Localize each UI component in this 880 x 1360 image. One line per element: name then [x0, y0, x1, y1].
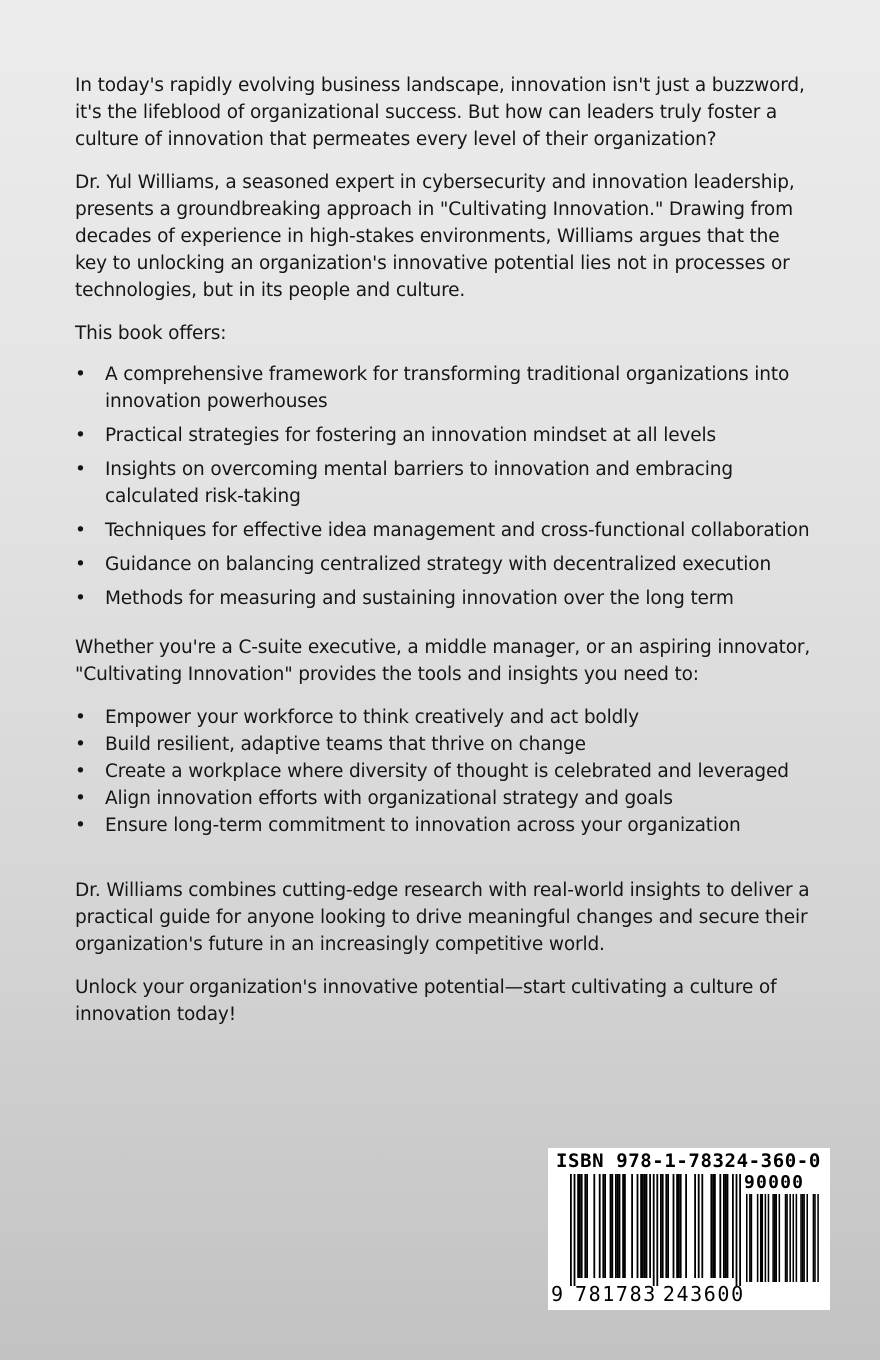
addon-bar [796, 1194, 798, 1282]
guard-bar [739, 1174, 741, 1286]
bullet-icon: • [75, 425, 86, 446]
ean-first-digit: 9 [551, 1282, 564, 1306]
barcode-bar [642, 1174, 644, 1278]
barcode-bar [637, 1174, 639, 1278]
barcode-bar [649, 1174, 651, 1278]
barcode-bar [584, 1174, 586, 1278]
barcode-bar [723, 1174, 725, 1278]
guard-bar [653, 1174, 655, 1286]
barcode-bar [676, 1174, 678, 1278]
author-paragraph: Dr. Yul Williams, a seasoned expert in cybersecurity and innovation leadership, presents a groundbreaking approach in "Cultivating Innovation." Drawing from decades of experience in high-stakes environments, Williams argues that the key to unlocking an organization's innovative potential lies not in processes or technologies, but in its people and culture. [75, 172, 795, 301]
list-item [75, 361, 815, 415]
offers-list [75, 361, 815, 612]
bullet-icon: • [75, 815, 86, 836]
addon-bar [800, 1194, 802, 1282]
barcode-bar [624, 1174, 626, 1278]
addon-bar [749, 1194, 751, 1282]
addon-bar [757, 1194, 759, 1282]
barcode-bar [725, 1174, 727, 1278]
barcode-bar [593, 1174, 595, 1278]
barcode-bar [646, 1174, 648, 1278]
list-item [75, 758, 815, 785]
intro-paragraph: In today's rapidly evolving business landscape, innovation isn't just a buzzword, it's the lifeblood of organizational success. But how can leaders truly foster a culture of innovation that permeates every level of their organization? [75, 75, 805, 150]
barcode-bar [615, 1174, 617, 1278]
bullet-icon: • [75, 734, 86, 755]
addon-bar [765, 1194, 767, 1282]
list-item [75, 551, 815, 578]
barcode-bar [698, 1174, 700, 1278]
isbn-label: ISBN 978-1-78324-360-0 [556, 1150, 821, 1172]
addon-bar [785, 1194, 787, 1282]
list-item-text: Create a workplace where diversity of thought is celebrated and leveraged [105, 761, 789, 782]
barcode-bar [622, 1174, 624, 1278]
barcode-bar [719, 1174, 721, 1278]
list-item [75, 812, 815, 839]
list-item-text: Empower your workforce to think creatively and act boldly [105, 707, 639, 728]
barcode-bar [586, 1174, 588, 1278]
barcode-bar [665, 1174, 667, 1278]
price-code: 90000 [744, 1172, 805, 1193]
list-item-text: Ensure long-term commitment to innovation across your organization [105, 815, 741, 836]
bullet-icon: • [75, 459, 86, 480]
list-item-text: Build resilient, adaptive teams that thrive on change [105, 734, 586, 755]
barcode-bar [712, 1174, 714, 1278]
ean-left-group: 781783 [575, 1282, 657, 1306]
offers-intro: This book offers: [75, 323, 227, 344]
benefits-intro: Whether you're a C-suite executive, a middle manager, or an aspiring innovator, "Cultivating Innovation" provides the tools and insights you need to: [75, 637, 811, 685]
addon-bar [802, 1194, 804, 1282]
barcode-bar [577, 1174, 579, 1278]
addon-bar [789, 1194, 791, 1282]
barcode-bar [631, 1174, 633, 1278]
barcode-bar [694, 1174, 696, 1278]
bullet-icon: • [75, 707, 86, 728]
addon-bar [775, 1194, 777, 1282]
closing-paragraph: Unlock your organization's innovative potential—start cultivating a culture of innovation today! [75, 977, 777, 1025]
barcode-bar [619, 1174, 621, 1278]
bullet-icon: • [75, 788, 86, 809]
list-item-text: Insights on overcoming mental barriers to innovation and embracing calculated risk-taking [105, 459, 733, 507]
barcode-bar [640, 1174, 642, 1278]
list-item-text: A comprehensive framework for transforming traditional organizations into innovation powerhouses [105, 364, 790, 412]
list-item [75, 704, 815, 731]
list-item [75, 731, 815, 758]
barcode-bar [644, 1174, 646, 1278]
list-item-text: Align innovation efforts with organizational strategy and goals [105, 788, 673, 809]
barcode-bar [581, 1174, 583, 1278]
list-item [75, 785, 815, 812]
barcode-bar [660, 1174, 662, 1278]
addon-bar [746, 1194, 748, 1282]
list-item [75, 585, 815, 612]
barcode-bar [579, 1174, 581, 1278]
addon-bar [793, 1194, 795, 1282]
addon-bar [813, 1194, 815, 1282]
addon-bar [772, 1194, 774, 1282]
list-item [75, 422, 815, 449]
barcode-bar [685, 1174, 687, 1278]
list-item [75, 456, 815, 510]
barcode-bar [611, 1174, 613, 1278]
guard-bar [570, 1174, 572, 1286]
research-paragraph: Dr. Williams combines cutting-edge research with real-world insights to deliver a practical guide for anyone looking to drive meaningful changes and secure their organization's future in an increasingly competitive world. [75, 880, 810, 955]
ean-digits [551, 1282, 745, 1306]
barcode-bar [680, 1174, 682, 1278]
barcode-bar [604, 1174, 606, 1278]
barcode-bar [678, 1174, 680, 1278]
barcode-bar [701, 1174, 703, 1278]
addon-bar [814, 1194, 816, 1282]
addon-bar [806, 1194, 808, 1282]
barcode-bar [610, 1174, 612, 1278]
price-barcode-bars [746, 1194, 826, 1282]
guard-bar [574, 1174, 576, 1286]
guard-bar [656, 1174, 658, 1286]
addon-bar [768, 1194, 770, 1282]
guard-bar [736, 1174, 738, 1286]
addon-bar [786, 1194, 788, 1282]
barcode-bar [714, 1174, 716, 1278]
barcode-bar [599, 1174, 601, 1278]
barcode-bar [602, 1174, 604, 1278]
bullet-icon: • [75, 761, 86, 782]
back-cover-description [75, 72, 815, 1044]
addon-bar [803, 1194, 805, 1282]
bullet-icon: • [75, 364, 86, 385]
addon-bar [779, 1194, 781, 1282]
list-item-text: Methods for measuring and sustaining innovation over the long term [105, 588, 734, 609]
barcode-bar [673, 1174, 675, 1278]
isbn-barcode [548, 1148, 830, 1310]
list-item [75, 517, 815, 544]
addon-bar [760, 1194, 762, 1282]
list-item-text: Practical strategies for fostering an innovation mindset at all levels [105, 425, 716, 446]
bullet-icon: • [75, 588, 86, 609]
barcode-bar [727, 1174, 729, 1278]
addon-bar [774, 1194, 776, 1282]
list-item-text: Guidance on balancing centralized strategy with decentralized execution [105, 554, 772, 575]
benefits-list [75, 704, 815, 839]
addon-bar [751, 1194, 753, 1282]
barcode-bar [732, 1174, 734, 1278]
addon-bar [762, 1194, 764, 1282]
bullet-icon: • [75, 554, 86, 575]
addon-bar [817, 1194, 819, 1282]
list-item-text: Techniques for effective idea management and cross-functional collaboration [105, 520, 810, 541]
ean-right-group: 243600 [662, 1282, 745, 1306]
barcode-bar [617, 1174, 619, 1278]
barcode-bar [667, 1174, 669, 1278]
barcode-bar [662, 1174, 664, 1278]
bullet-icon: • [75, 520, 86, 541]
barcode-bar [710, 1174, 712, 1278]
ean-barcode-bars [570, 1174, 750, 1286]
